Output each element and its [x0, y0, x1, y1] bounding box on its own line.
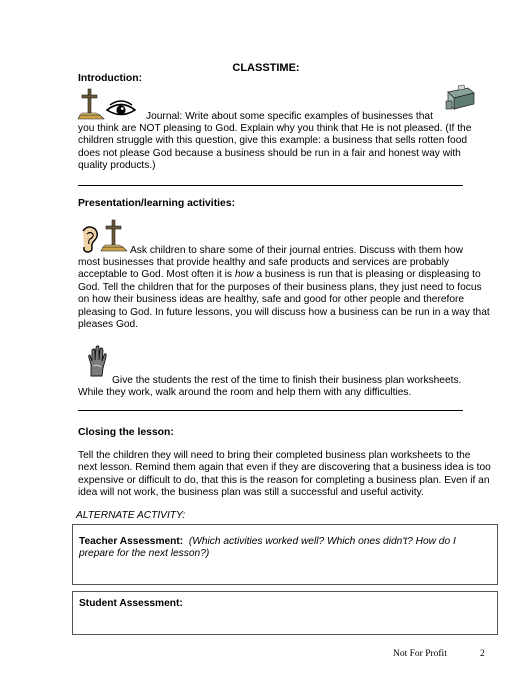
- desk-icon: [444, 84, 476, 112]
- closing-body: Tell the children they will need to bring their completed business plan worksheets to the next lesson. Remind them again that even if they are discovering that a business idea is too expensive or difficult to do, that this is the reason for completing a business plan. Even if an idea will not work, the business plan was still a successful and useful activity.: [78, 450, 491, 499]
- alternate-activity-label: ALTERNATE ACTIVITY:: [76, 510, 186, 521]
- presentation-para2-body: While they work, walk around the room and help them with any difficulties.: [78, 387, 412, 398]
- presentation-para1-body: most businesses that provide healthy and safe products and services are probably acceptable to God. Most often it is how a business is run that is pleasing or displeasing to God. Tell the children that for the purposes of their business plans, they just need to focus on how their business ideas are healthy, safe and good for other people and therefore pleasing to God. In future lessons, you will discuss how a business can be run in a way that pleases God.: [78, 257, 490, 331]
- teacher-assessment-prompt: (Which activities worked well? Which ones didn't? How do I prepare for the next lesson?): [79, 536, 456, 560]
- page-number: 2: [480, 649, 485, 659]
- teacher-assessment-label: Teacher Assessment:: [79, 536, 184, 547]
- footer-text: Not For Profit: [393, 649, 447, 659]
- introduction-journal-indent: Journal: Write about some specific examples of businesses that: [146, 111, 433, 122]
- presentation-para2-indent: Give the students the rest of the time to finish their business plan worksheets.: [112, 375, 462, 386]
- emphasis-how: how: [234, 269, 254, 281]
- section-divider: [78, 410, 463, 411]
- teacher-assessment-box[interactable]: [72, 524, 498, 585]
- cross-icon: [100, 219, 130, 253]
- introduction-heading: Introduction:: [78, 73, 143, 84]
- section-divider: [78, 185, 463, 186]
- page-title: CLASSTIME:: [232, 62, 300, 74]
- presentation-heading: Presentation/learning activities:: [78, 198, 236, 209]
- closing-heading: Closing the lesson:: [78, 427, 174, 438]
- ear-icon: [78, 225, 100, 253]
- hand-icon: [87, 346, 107, 378]
- student-assessment-label: Student Assessment:: [79, 598, 183, 609]
- introduction-body: you think are NOT pleasing to God. Explain why you think that He is not pleased. (If the children struggle with this question, give this example: a business that sells rotten food does not please God because a business should be run in a fair and honest way with quality products.): [78, 123, 472, 172]
- eye-icon: [106, 101, 136, 117]
- student-assessment-box[interactable]: [72, 591, 498, 635]
- cross-icon: [78, 87, 108, 121]
- presentation-para1-indent: Ask children to share some of their journal entries. Discuss with them how: [130, 245, 463, 256]
